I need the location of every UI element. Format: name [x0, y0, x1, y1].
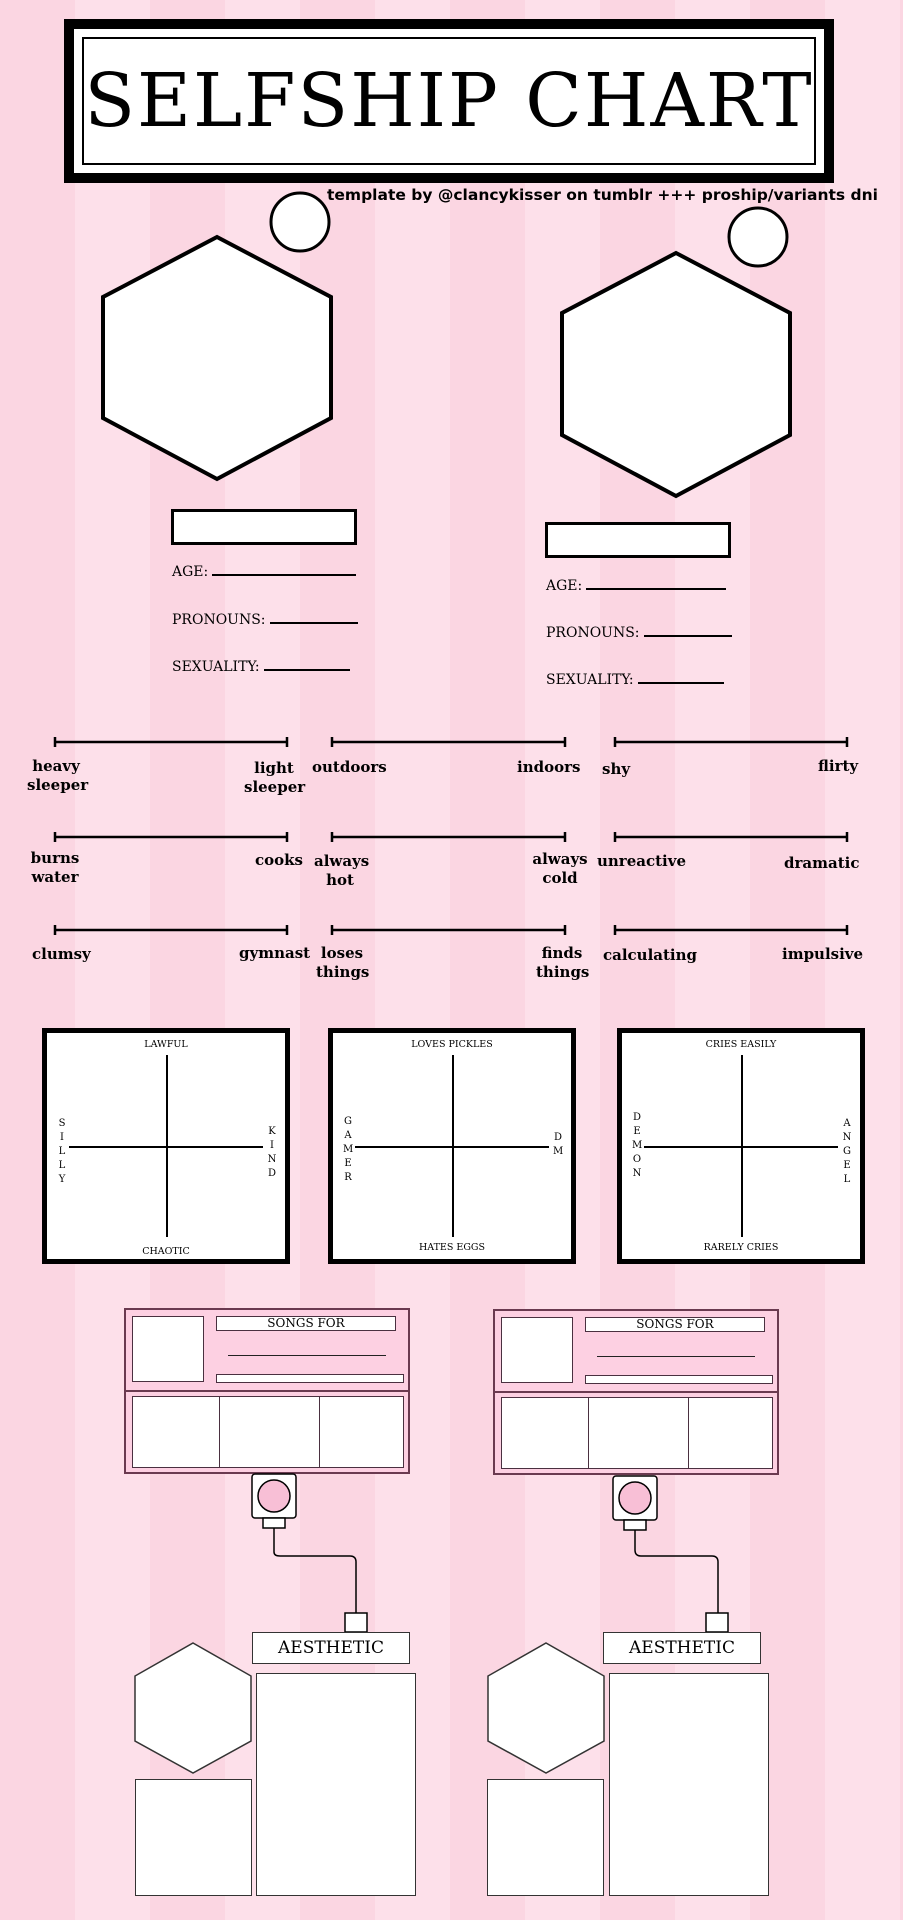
portrait-hexagon-right[interactable] — [562, 253, 790, 496]
scale-label-always-hot: always hot — [314, 852, 370, 889]
icon-circle-left[interactable] — [271, 193, 329, 251]
pronouns-label: PRONOUNS: — [546, 625, 640, 641]
grid-label-left: DEMON — [632, 1112, 643, 1179]
album-cover-box[interactable] — [132, 1316, 204, 1382]
plug-button-right[interactable] — [619, 1482, 651, 1514]
scale-label-shy: shy — [602, 760, 631, 778]
scale-label-always-cold: always cold — [532, 850, 588, 887]
scale-line-1[interactable] — [55, 737, 287, 747]
scale-label-burns-water: burns water — [30, 849, 80, 886]
player-divider — [126, 1390, 408, 1392]
scale-line-8[interactable] — [332, 925, 565, 935]
scale-line-2[interactable] — [332, 737, 565, 747]
scale-label-dramatic: dramatic — [784, 854, 860, 872]
plug-tip-right — [624, 1520, 646, 1530]
aesthetic-square-right[interactable] — [487, 1779, 604, 1896]
scale-label-impulsive: impulsive — [782, 945, 864, 963]
grid-label-top: CRIES EASILY — [705, 1039, 777, 1050]
scale-label-cooks: cooks — [255, 851, 303, 869]
scale-label-loses-things: loses things — [316, 944, 370, 981]
song-slot-divider — [219, 1397, 220, 1467]
song-slot-divider — [588, 1398, 589, 1468]
pronouns-field-right[interactable] — [546, 625, 732, 641]
name-box-left[interactable] — [171, 509, 357, 545]
name-box-right[interactable] — [545, 522, 731, 558]
pronouns-line — [644, 635, 732, 637]
scale-line-4[interactable] — [55, 832, 287, 842]
scale-label-outdoors: outdoors — [312, 758, 387, 776]
songs-for-label-box — [585, 1317, 765, 1332]
grid-label-left: SILLY — [58, 1118, 66, 1185]
player-divider — [495, 1391, 777, 1393]
songs-for-label: SONGS FOR — [636, 1317, 714, 1331]
grid-label-left: GAMER — [343, 1116, 354, 1183]
aesthetic-hexagon-right[interactable] — [488, 1643, 604, 1773]
aesthetic-tall-box-left[interactable] — [256, 1673, 416, 1896]
alignment-grid-1[interactable] — [42, 1028, 290, 1264]
progress-bar[interactable] — [216, 1374, 404, 1383]
page-title: SELFSHIP CHART — [84, 58, 814, 144]
age-field-left[interactable] — [172, 564, 356, 580]
grid-label-right: ANGEL — [842, 1118, 852, 1185]
scale-label-indoors: indoors — [517, 758, 581, 776]
plug-tip-left — [263, 1518, 285, 1528]
plug-button-left[interactable] — [258, 1480, 290, 1512]
aesthetic-label-right: AESTHETIC — [603, 1632, 761, 1664]
music-player-right — [493, 1309, 779, 1475]
cable-left — [274, 1528, 356, 1613]
scale-label-finds-things: finds things — [536, 944, 590, 981]
sexuality-label: SEXUALITY: — [546, 672, 634, 688]
song-title-line — [228, 1355, 386, 1356]
progress-bar[interactable] — [585, 1375, 773, 1384]
sexuality-field-right[interactable] — [546, 672, 724, 688]
age-field-right[interactable] — [546, 578, 726, 594]
alignment-grid-3[interactable] — [617, 1028, 865, 1264]
pronouns-line — [270, 622, 358, 624]
scale-label-light-sleeper: light sleeper — [244, 759, 306, 796]
songs-for-label-box — [216, 1316, 396, 1331]
music-player-left — [124, 1308, 410, 1474]
portrait-hexagon-left[interactable] — [103, 237, 331, 479]
pronouns-label: PRONOUNS: — [172, 612, 266, 628]
scale-line-5[interactable] — [332, 832, 565, 842]
icon-circle-right[interactable] — [729, 208, 787, 266]
grid-vertical-axis — [741, 1055, 743, 1237]
song-slot-divider — [688, 1398, 689, 1468]
age-label: AGE: — [546, 578, 583, 594]
sexuality-label: SEXUALITY: — [172, 659, 260, 675]
song-slots — [501, 1397, 773, 1469]
grid-label-right: KIND — [267, 1126, 277, 1179]
scale-label-gymnast: gymnast — [239, 944, 311, 962]
grid-vertical-axis — [452, 1055, 454, 1237]
scale-line-7[interactable] — [55, 925, 287, 935]
pronouns-field-left[interactable] — [172, 612, 358, 628]
scale-label-calculating: calculating — [603, 946, 698, 964]
scale-line-3[interactable] — [615, 737, 847, 747]
sexuality-line — [638, 682, 724, 684]
album-cover-box[interactable] — [501, 1317, 573, 1383]
cable-layer — [0, 1470, 903, 1635]
age-line — [212, 574, 356, 576]
scale-label-clumsy: clumsy — [32, 945, 91, 963]
grid-label-top: LAWFUL — [144, 1039, 188, 1050]
scale-label-flirty: flirty — [818, 757, 859, 775]
scale-label-heavy-sleeper: heavy sleeper — [27, 757, 89, 794]
age-line — [586, 588, 726, 590]
song-slot-divider — [319, 1397, 320, 1467]
connector-left — [345, 1613, 367, 1632]
cable-right — [635, 1530, 718, 1613]
aesthetic-square-left[interactable] — [135, 1779, 252, 1896]
song-slots — [132, 1396, 404, 1468]
scale-line-9[interactable] — [615, 925, 847, 935]
aesthetic-tall-box-right[interactable] — [609, 1673, 769, 1896]
connector-right — [706, 1613, 728, 1632]
scale-label-unreactive: unreactive — [597, 852, 686, 870]
portrait-layer — [0, 0, 903, 520]
grid-label-bottom: RARELY CRIES — [703, 1242, 779, 1253]
grid-label-top: LOVES PICKLES — [411, 1039, 493, 1050]
grid-label-right: DM — [553, 1132, 564, 1157]
alignment-grid-2[interactable] — [328, 1028, 576, 1264]
songs-for-label: SONGS FOR — [267, 1316, 345, 1330]
grid-label-bottom: CHAOTIC — [142, 1246, 190, 1257]
song-title-line — [597, 1356, 755, 1357]
aesthetic-label-left: AESTHETIC — [252, 1632, 410, 1664]
grid-vertical-axis — [166, 1055, 168, 1237]
grid-label-bottom: HATES EGGS — [418, 1242, 486, 1253]
sexuality-field-left[interactable] — [172, 659, 350, 675]
aesthetic-hexagon-left[interactable] — [135, 1643, 251, 1773]
scale-line-6[interactable] — [615, 832, 847, 842]
template-credit: template by @clancykisser on tumblr +++ proship/variants dni — [327, 186, 878, 204]
sexuality-line — [264, 669, 350, 671]
scale-lines — [0, 730, 903, 950]
age-label: AGE: — [172, 564, 209, 580]
